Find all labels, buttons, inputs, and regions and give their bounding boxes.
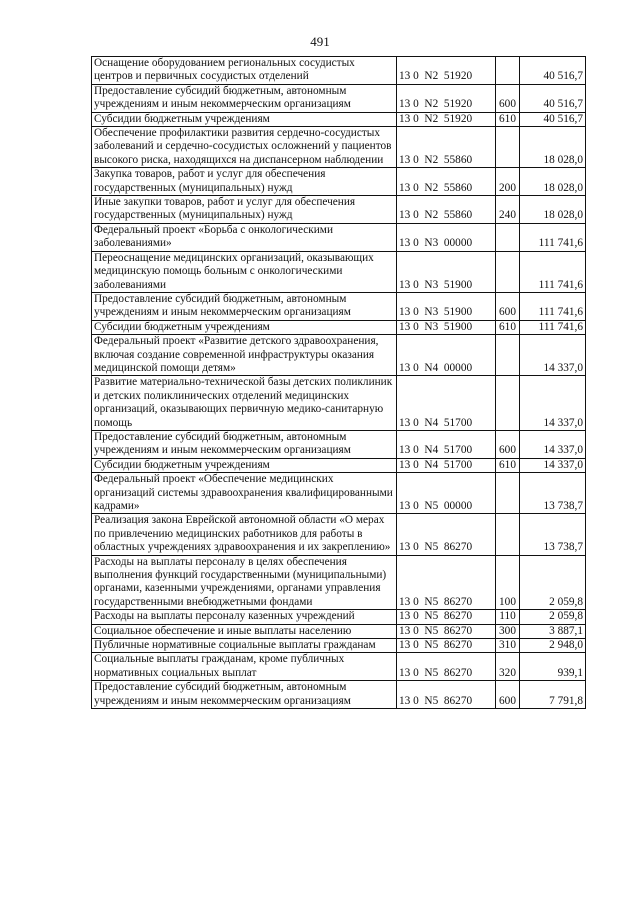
row-code-cell: 13 0 N2 51920 bbox=[397, 84, 496, 112]
row-vr-cell: 100 bbox=[496, 555, 520, 610]
table-row bbox=[92, 335, 586, 376]
row-sum-cell: 2 948,0 bbox=[520, 639, 586, 653]
row-code-cell: 13 0 N5 86270 bbox=[397, 653, 496, 681]
table-row bbox=[92, 320, 586, 334]
table-row bbox=[92, 430, 586, 458]
row-code-cell: 13 0 N4 51700 bbox=[397, 458, 496, 472]
row-vr-cell bbox=[496, 127, 520, 168]
row-code-cell: 13 0 N4 51700 bbox=[397, 376, 496, 431]
row-sum-cell: 111 741,6 bbox=[520, 251, 586, 292]
row-name-cell: Закупка товаров, работ и услуг для обеспечения государственных (муниципальных) нужд bbox=[92, 168, 397, 196]
row-code-cell: 13 0 N3 51900 bbox=[397, 292, 496, 320]
row-code-cell: 13 0 N4 51700 bbox=[397, 430, 496, 458]
row-vr-cell: 110 bbox=[496, 610, 520, 624]
row-vr-cell: 600 bbox=[496, 430, 520, 458]
row-code-cell: 13 0 N5 86270 bbox=[397, 555, 496, 610]
row-sum-cell: 40 516,7 bbox=[520, 57, 586, 85]
table-row bbox=[92, 681, 586, 709]
row-sum-cell: 13 738,7 bbox=[520, 514, 586, 555]
row-name-cell: Переоснащение медицинских организаций, оказывающих медицинскую помощь больным с онкологическими заболеваниями bbox=[92, 251, 397, 292]
row-sum-cell: 14 337,0 bbox=[520, 335, 586, 376]
row-code-cell: 13 0 N5 00000 bbox=[397, 473, 496, 514]
row-vr-cell: 300 bbox=[496, 624, 520, 638]
row-name-cell: Федеральный проект «Развитие детского здравоохранения, включая создание современной инфраструктуры оказания медицинской помощи детям» bbox=[92, 335, 397, 376]
table-row bbox=[92, 514, 586, 555]
row-vr-cell bbox=[496, 251, 520, 292]
row-sum-cell: 40 516,7 bbox=[520, 112, 586, 126]
row-vr-cell: 610 bbox=[496, 320, 520, 334]
row-vr-cell: 610 bbox=[496, 458, 520, 472]
row-name-cell: Развитие материально-технической базы детских поликлиник и детских поликлинических отделений медицинских организаций, оказывающих первичную медико-санитарную помощь bbox=[92, 376, 397, 431]
row-code-cell: 13 0 N2 51920 bbox=[397, 112, 496, 126]
row-sum-cell: 111 741,6 bbox=[520, 320, 586, 334]
row-name-cell: Предоставление субсидий бюджетным, автономным учреждениям и иным некоммерческим организациям bbox=[92, 430, 397, 458]
row-name-cell: Субсидии бюджетным учреждениям bbox=[92, 458, 397, 472]
row-sum-cell: 14 337,0 bbox=[520, 376, 586, 431]
row-name-cell: Иные закупки товаров, работ и услуг для обеспечения государственных (муниципальных) нужд bbox=[92, 196, 397, 224]
row-sum-cell: 2 059,8 bbox=[520, 610, 586, 624]
table-row bbox=[92, 292, 586, 320]
row-sum-cell: 111 741,6 bbox=[520, 292, 586, 320]
row-name-cell: Субсидии бюджетным учреждениям bbox=[92, 112, 397, 126]
table-row bbox=[92, 127, 586, 168]
row-name-cell: Предоставление субсидий бюджетным, автономным учреждениям и иным некоммерческим организациям bbox=[92, 292, 397, 320]
table-row bbox=[92, 624, 586, 638]
row-name-cell: Публичные нормативные социальные выплаты гражданам bbox=[92, 639, 397, 653]
table-row bbox=[92, 473, 586, 514]
row-name-cell: Обеспечение профилактики развития сердечно-сосудистых заболеваний и сердечно-сосудистых осложнений у пациентов высокого риска, находящихся на диспансерном наблюдении bbox=[92, 127, 397, 168]
row-name-cell: Социальное обеспечение и иные выплаты населению bbox=[92, 624, 397, 638]
row-sum-cell: 18 028,0 bbox=[520, 196, 586, 224]
row-name-cell: Расходы на выплаты персоналу в целях обеспечения выполнения функций государственными (муниципальными) органами, казенными учреждениями, органами управления государственными внебюджетными фондами bbox=[92, 555, 397, 610]
table-row bbox=[92, 223, 586, 251]
row-name-cell: Федеральный проект «Обеспечение медицинских организаций системы здравоохранения квалифицированными кадрами» bbox=[92, 473, 397, 514]
row-sum-cell: 40 516,7 bbox=[520, 84, 586, 112]
row-code-cell: 13 0 N5 86270 bbox=[397, 681, 496, 709]
table-row bbox=[92, 251, 586, 292]
row-name-cell: Расходы на выплаты персоналу казенных учреждений bbox=[92, 610, 397, 624]
row-vr-cell: 600 bbox=[496, 292, 520, 320]
row-vr-cell: 200 bbox=[496, 168, 520, 196]
row-sum-cell: 2 059,8 bbox=[520, 555, 586, 610]
row-vr-cell bbox=[496, 223, 520, 251]
row-code-cell: 13 0 N5 86270 bbox=[397, 514, 496, 555]
row-vr-cell bbox=[496, 514, 520, 555]
row-vr-cell: 610 bbox=[496, 112, 520, 126]
row-sum-cell: 3 887,1 bbox=[520, 624, 586, 638]
row-code-cell: 13 0 N3 51900 bbox=[397, 320, 496, 334]
page-number: 491 bbox=[310, 34, 330, 49]
table-row bbox=[92, 610, 586, 624]
row-name-cell: Социальные выплаты гражданам, кроме публичных нормативных социальных выплат bbox=[92, 653, 397, 681]
row-name-cell: Предоставление субсидий бюджетным, автономным учреждениям и иным некоммерческим организациям bbox=[92, 681, 397, 709]
row-name-cell: Субсидии бюджетным учреждениям bbox=[92, 320, 397, 334]
row-name-cell: Оснащение оборудованием региональных сосудистых центров и первичных сосудистых отделений bbox=[92, 57, 397, 85]
budget-table-body bbox=[92, 57, 586, 709]
row-sum-cell: 939,1 bbox=[520, 653, 586, 681]
table-row bbox=[92, 653, 586, 681]
row-sum-cell: 14 337,0 bbox=[520, 430, 586, 458]
row-code-cell: 13 0 N3 51900 bbox=[397, 251, 496, 292]
row-code-cell: 13 0 N5 86270 bbox=[397, 610, 496, 624]
row-sum-cell: 14 337,0 bbox=[520, 458, 586, 472]
row-sum-cell: 18 028,0 bbox=[520, 127, 586, 168]
row-code-cell: 13 0 N3 00000 bbox=[397, 223, 496, 251]
row-code-cell: 13 0 N2 55860 bbox=[397, 127, 496, 168]
table-row bbox=[92, 196, 586, 224]
table-row bbox=[92, 458, 586, 472]
row-vr-cell: 310 bbox=[496, 639, 520, 653]
row-sum-cell: 13 738,7 bbox=[520, 473, 586, 514]
row-name-cell: Реализация закона Еврейской автономной области «О мерах по привлечению медицинских работников для работы в областных учреждениях здравоохранения и их закреплению» bbox=[92, 514, 397, 555]
row-code-cell: 13 0 N5 86270 bbox=[397, 624, 496, 638]
row-sum-cell: 111 741,6 bbox=[520, 223, 586, 251]
table-row bbox=[92, 555, 586, 610]
row-name-cell: Федеральный проект «Борьба с онкологическими заболеваниями» bbox=[92, 223, 397, 251]
row-vr-cell bbox=[496, 376, 520, 431]
table-row bbox=[92, 168, 586, 196]
row-code-cell: 13 0 N2 55860 bbox=[397, 168, 496, 196]
row-name-cell: Предоставление субсидий бюджетным, автономным учреждениям и иным некоммерческим организациям bbox=[92, 84, 397, 112]
row-vr-cell bbox=[496, 335, 520, 376]
row-vr-cell bbox=[496, 473, 520, 514]
row-vr-cell: 600 bbox=[496, 681, 520, 709]
row-code-cell: 13 0 N2 51920 bbox=[397, 57, 496, 85]
row-code-cell: 13 0 N2 55860 bbox=[397, 196, 496, 224]
table-row bbox=[92, 112, 586, 126]
row-sum-cell: 18 028,0 bbox=[520, 168, 586, 196]
budget-table bbox=[91, 56, 586, 709]
row-vr-cell: 320 bbox=[496, 653, 520, 681]
table-row bbox=[92, 376, 586, 431]
row-vr-cell: 600 bbox=[496, 84, 520, 112]
row-code-cell: 13 0 N4 00000 bbox=[397, 335, 496, 376]
row-vr-cell: 240 bbox=[496, 196, 520, 224]
table-row bbox=[92, 84, 586, 112]
row-vr-cell bbox=[496, 57, 520, 85]
table-row bbox=[92, 639, 586, 653]
row-code-cell: 13 0 N5 86270 bbox=[397, 639, 496, 653]
row-sum-cell: 7 791,8 bbox=[520, 681, 586, 709]
table-row bbox=[92, 57, 586, 85]
